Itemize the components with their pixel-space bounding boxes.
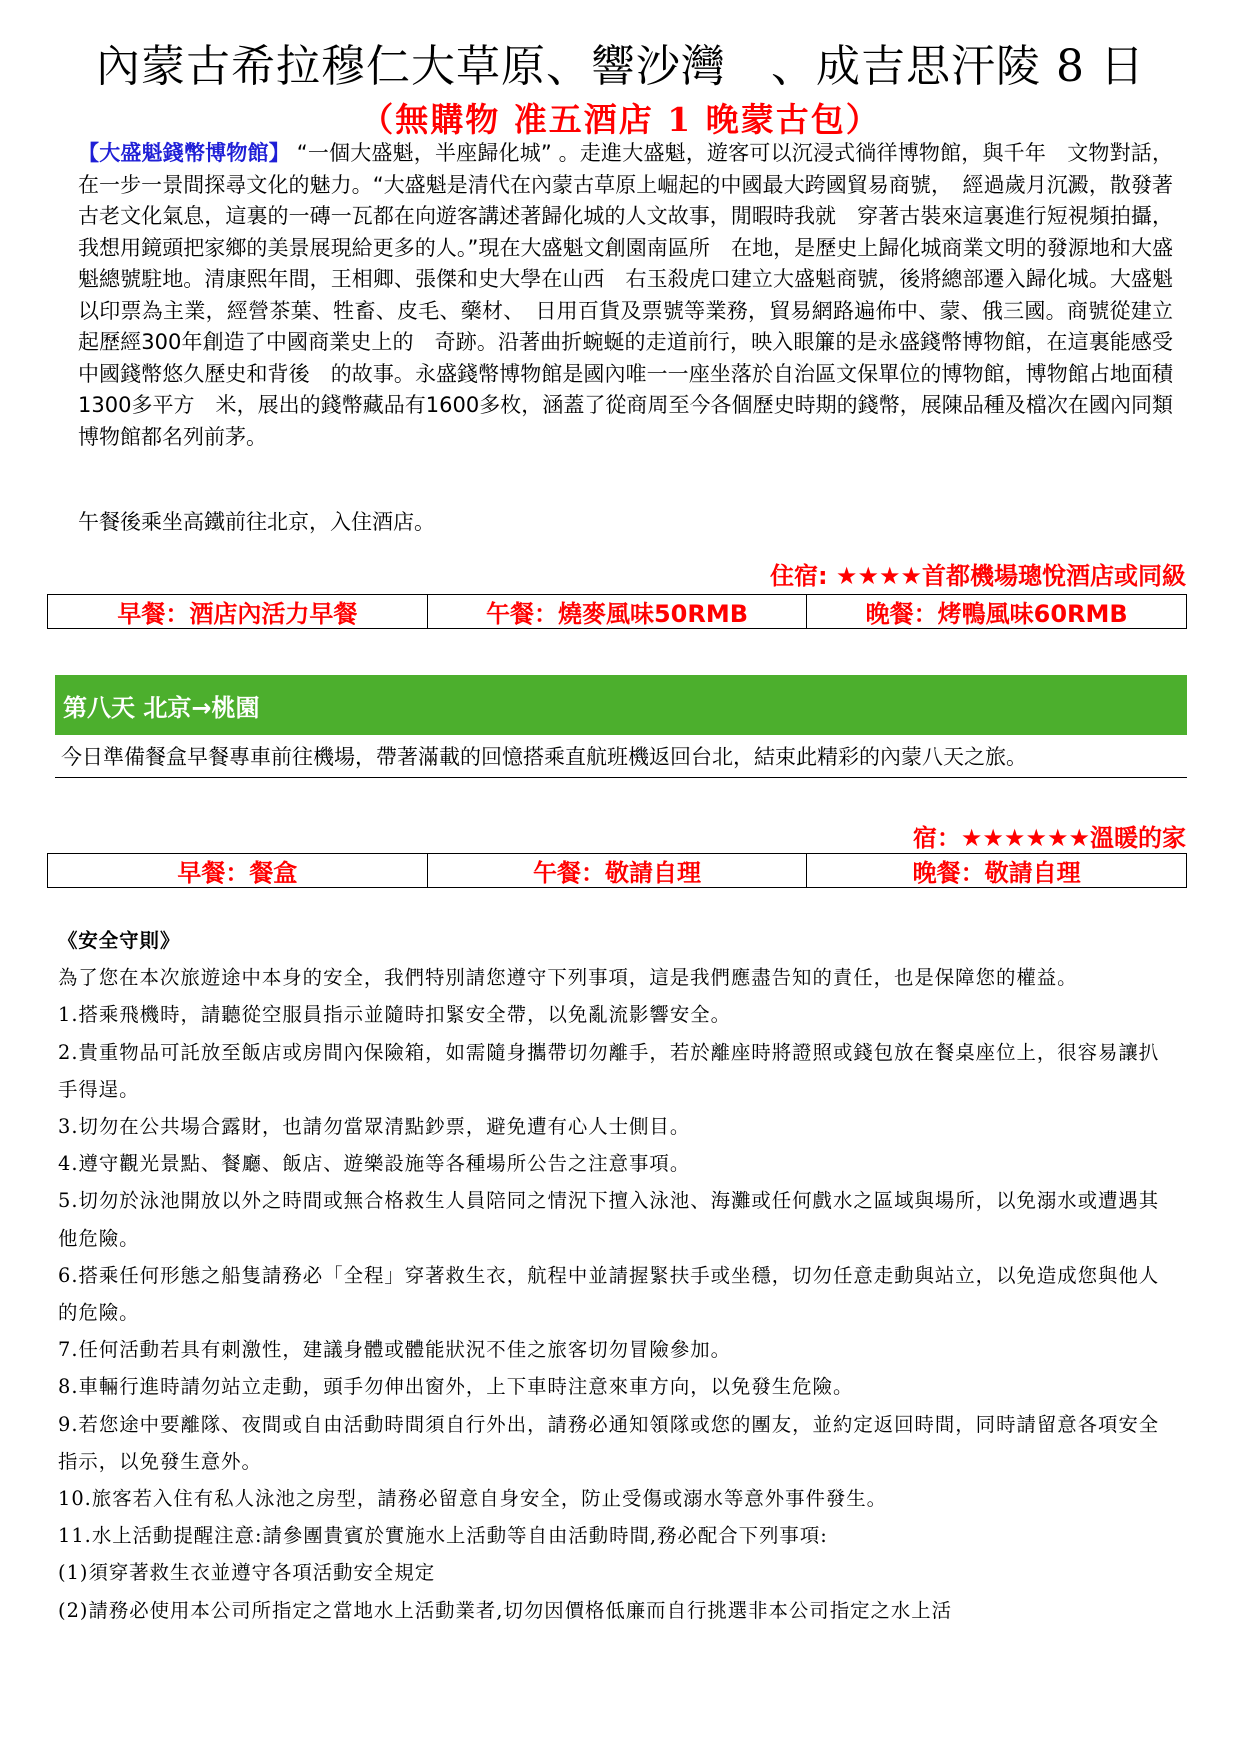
day8-meals-table [47, 853, 1187, 888]
safety-item: (1)須穿著救生衣並遵守各項活動安全規定 [58, 1561, 436, 1585]
safety-item: 7.任何活動若具有刺激性，建議身體或體能狀況不佳之旅客切勿冒險參加。 [58, 1338, 731, 1362]
day7-lunch-note: 午餐後乘坐高鐵前往北京，入住酒店。 [78, 510, 435, 534]
safety-intro: 為了您在本次旅遊途中本身的安全，我們特別請您遵守下列事項，這是我們應盡告知的責任，也是保障您的權益。 [58, 966, 1078, 990]
safety-item: 11.水上活動提醒注意:請參團貴賓於實施水上活動等自由活動時間,務必配合下列事項: [58, 1524, 828, 1548]
safety-item: 2.貴重物品可託放至飯店或房間內保險箱，如需隨身攜帶切勿離手，若於離座時將證照或錢包放在餐桌座位上，很容易讓扒手得逞。 [58, 1040, 1160, 1101]
safety-item: 5.切勿於泳池開放以外之時間或無合格救生人員陪同之情況下擅入泳池、海灘或任何戲水之區域與場所，以免溺水或遭遇其他危險。 [58, 1189, 1160, 1250]
safety-item: 6.搭乘任何形態之船隻請務必「全程」穿著救生衣，航程中並請握緊扶手或坐穩，切勿任意走動與站立，以免造成您與他人的危險。 [58, 1263, 1160, 1325]
museum-label: 【大盛魁錢幣博物館】 [78, 141, 290, 165]
day8-header: 第八天 北京→桃園 [55, 675, 1187, 735]
museum-paragraph [78, 138, 1194, 453]
day8-dinner: 晚餐：敬請自理 [806, 854, 1186, 887]
safety-title: 《安全守則》 [58, 929, 181, 952]
page-title: 內蒙古希拉穆仁大草原、響沙灣 、成吉思汗陵 8 日 [96, 41, 1145, 92]
day7-lunch: 午餐：燒麥風味50RMB [427, 595, 807, 628]
day7-meals-table [47, 594, 1187, 629]
safety-item: 8.車輛行進時請勿站立走動，頭手勿伸出窗外，上下車時注意來車方向，以免發生危險。 [58, 1375, 854, 1399]
day8-description: 今日準備餐盒早餐專車前往機場，帶著滿載的回憶搭乘直航班機返回台北，結束此精彩的內蒙八天之旅。 [55, 738, 1187, 778]
day7-dinner: 晚餐：烤鴨風味60RMB [806, 595, 1186, 628]
safety-item: 10.旅客若入住有私人泳池之房型，請務必留意自身安全，防止受傷或溺水等意外事件發生。 [58, 1487, 888, 1511]
safety-item: (2)請務必使用本公司所指定之當地水上活動業者,切勿因價格低廉而自行挑選非本公司指定之水上活 [58, 1598, 953, 1622]
page-subtitle: （無購物 准五酒店 1 晚蒙古包） [360, 100, 881, 139]
safety-item: 4.遵守觀光景點、餐廳、飯店、遊樂設施等各種場所公告之注意事項。 [58, 1152, 691, 1176]
day8-accommodation: 宿：★★★★★★溫暖的家 [912, 824, 1186, 852]
safety-section [58, 922, 1178, 1629]
day8-lunch: 午餐：敬請自理 [427, 854, 807, 887]
day7-breakfast: 早餐：酒店內活力早餐 [117, 600, 358, 628]
day7-accommodation: 住宿: ★★★★首都機場璁悅酒店或同級 [769, 562, 1186, 590]
safety-item: 1.搭乘飛機時，請聽從空服員指示並隨時扣緊安全帶，以免亂流影響安全。 [58, 1003, 731, 1027]
safety-item: 3.切勿在公共場合露財，也請勿當眾清點鈔票，避免遭有心人士側目。 [58, 1115, 691, 1139]
safety-item: 9.若您途中要離隊、夜間或自由活動時間須自行外出，請務必通知領隊或您的團友，並約定返回時間，同時請留意各項安全指示，以免發生意外。 [58, 1412, 1160, 1473]
museum-text: “一個大盛魁，半座歸化城” 。走進大盛魁，遊客可以沉浸式徜徉博物館，與千年 文物對話，在一步一景間探尋文化的魅力。“大盛魁是清代在內蒙古草原上崛起的中國最大跨國貿易商號， 經過歲月沉澱，散發著古老文化氣息，這裏的一磚一瓦都在向遊客講述著歸化城的人文故事，閒暇時我就 穿著古裝來這裏進行短視頻拍攝，我想用鏡頭把家鄉的美景展現給更多的人。”現在大盛魁文創園南區所 在地，是歷史上歸化城商業文明的發源地和大盛魁總號駐地。清康熙年間，王相卿、張傑和史大學在山西 右玉殺虎口建立大盛魁商號，後將總部遷入歸化城。大盛魁以印票為主業，經營茶葉、牲畜、皮毛、藥材、 日用百貨及票號等業務，貿易網路遍佈中、蒙、俄三國。商號從建立起歷經300年創造了中國商業史上的 奇跡。沿著曲折蜿蜒的走道前行，映入眼簾的是永盛錢幣博物館，在這裏能感受中國錢幣悠久歷史和背後 的故事。永盛錢幣博物館是國內唯一一座坐落於自治區文保單位的博物館，博物館占地面積1300多平方 米，展出的錢幣藏品有1600多枚，涵蓋了從商周至今各個歷史時期的錢幣，展陳品種及檔次在國內同類 博物館都名列前茅。 [78, 141, 1194, 449]
day8-breakfast: 早餐：餐盒 [177, 859, 298, 887]
